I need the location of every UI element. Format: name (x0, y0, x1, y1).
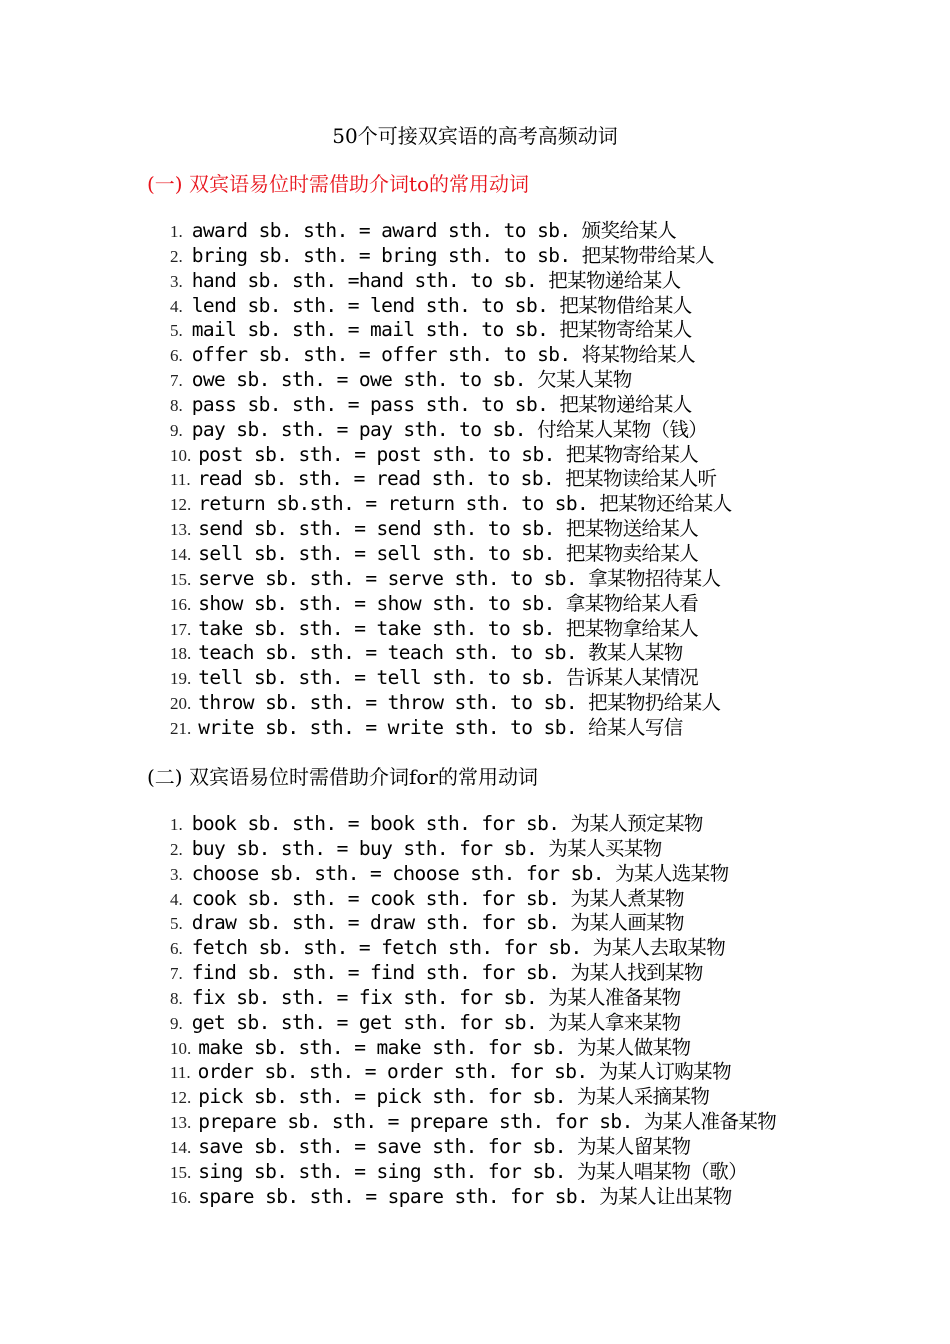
item-text: pay sb. sth. = pay sth. to sb. 付给某人某物（钱） (191, 417, 708, 441)
item-text: show sb. sth. = show sth. to sb. 拿某物给某人看 (198, 591, 699, 615)
item-number: 4. (170, 889, 183, 909)
item-text: lend sb. sth. = lend sth. to sb. 把某物借给某人 (191, 293, 692, 317)
list-item (170, 219, 732, 244)
list-item (170, 1085, 776, 1110)
item-number: 9. (170, 420, 183, 440)
item-number: 17. (170, 619, 192, 639)
list-item (170, 244, 732, 269)
item-number: 15. (170, 569, 192, 589)
item-number: 8. (170, 988, 183, 1008)
list-item (170, 467, 732, 492)
item-number: 9. (170, 1013, 183, 1033)
item-text: return sb.sth. = return sth. to sb. 把某物还给某人 (198, 492, 732, 516)
item-text: serve sb. sth. = serve sth. to sb. 拿某物招待某人 (198, 566, 721, 590)
list-item (170, 1011, 776, 1036)
list-item (170, 1110, 776, 1135)
list-item (170, 961, 776, 986)
item-number: 16. (170, 594, 192, 614)
item-text: pick sb. sth. = pick sth. for sb. 为某人采摘某物 (198, 1085, 710, 1109)
item-text: sell sb. sth. = sell sth. to sb. 把某物卖给某人 (198, 541, 699, 565)
list-item (170, 1185, 776, 1210)
list-item (170, 1135, 776, 1160)
list-item (170, 592, 732, 617)
item-number: 2. (170, 839, 183, 859)
item-text: sing sb. sth. = sing sth. for sb. 为某人唱某物（歌） (198, 1159, 748, 1183)
item-text: bring sb. sth. = bring sth. to sb. 把某物带给某人 (191, 243, 714, 267)
list-item (170, 911, 776, 936)
item-text: throw sb. sth. = throw sth. to sb. 把某物扔给某人 (198, 691, 721, 715)
item-text: find sb. sth. = find sth. for sb. 为某人找到某物 (191, 961, 703, 985)
item-text: read sb. sth. = read sth. to sb. 把某物读给某人听 (197, 467, 717, 491)
list-item (170, 887, 776, 912)
item-number: 7. (170, 964, 183, 984)
item-number: 12. (170, 1088, 192, 1108)
list-item (170, 368, 732, 393)
item-text: offer sb. sth. = offer sth. to sb. 将某物给某人 (191, 343, 696, 367)
list-item (170, 492, 732, 517)
item-text: buy sb. sth. = buy sth. for sb. 为某人买某物 (191, 836, 662, 860)
verb-list-for (170, 812, 776, 1210)
item-number: 5. (170, 321, 183, 341)
item-text: write sb. sth. = write sth. to sb. 给某人写信 (198, 715, 683, 739)
list-item (170, 986, 776, 1011)
item-number: 16. (170, 1187, 192, 1207)
list-item (170, 936, 776, 961)
list-item (170, 343, 732, 368)
item-text: order sb. sth. = order sth. for sb. 为某人订购某物 (197, 1060, 731, 1084)
item-text: send sb. sth. = send sth. to sb. 把某物送给某人 (198, 517, 699, 541)
item-number: 1. (170, 815, 183, 834)
list-item (170, 837, 776, 862)
item-number: 6. (170, 939, 183, 959)
item-text: fix sb. sth. = fix sth. for sb. 为某人准备某物 (191, 985, 681, 1009)
item-number: 11. (170, 1063, 191, 1083)
list-item (170, 542, 732, 567)
section-heading-for: (二) 双宾语易位时需借助介词for的常用动词 (147, 765, 538, 789)
list-item (170, 393, 732, 418)
item-text: teach sb. sth. = teach sth. to sb. 教某人某物 (198, 641, 683, 665)
item-text: post sb. sth. = post sth. to sb. 把某物寄给某人 (198, 442, 699, 466)
list-item (170, 666, 732, 691)
page-title: 50个可接双宾语的高考高频动词 (332, 124, 618, 148)
list-item (170, 517, 732, 542)
list-item (170, 1036, 776, 1061)
item-text: award sb. sth. = award sth. to sb. 颁奖给某人 (191, 219, 677, 242)
list-item (170, 1060, 776, 1085)
item-number: 13. (170, 1113, 192, 1133)
item-number: 12. (170, 495, 192, 515)
item-text: get sb. sth. = get sth. for sb. 为某人拿来某物 (191, 1010, 681, 1034)
item-text: save sb. sth. = save sth. for sb. 为某人留某物 (198, 1134, 691, 1158)
item-text: hand sb. sth. =hand sth. to sb. 把某物递给某人 (191, 268, 681, 292)
item-text: cook sb. sth. = cook sth. for sb. 为某人煮某物 (191, 886, 684, 910)
item-text: prepare sb. sth. = prepare sth. for sb. 为某人准备某物 (198, 1110, 777, 1134)
item-number: 3. (170, 271, 183, 291)
list-item (170, 418, 732, 443)
item-number: 10. (170, 1038, 192, 1058)
list-item (170, 812, 776, 837)
item-text: take sb. sth. = take sth. to sb. 把某物拿给某人 (198, 616, 699, 640)
list-item (170, 269, 732, 294)
list-item (170, 567, 732, 592)
list-item (170, 318, 732, 343)
item-text: tell sb. sth. = tell sth. to sb. 告诉某人某情况 (198, 666, 699, 690)
section-heading-to: (一) 双宾语易位时需借助介词to的常用动词 (147, 172, 530, 196)
item-number: 1. (170, 222, 183, 241)
list-item (170, 716, 732, 741)
item-number: 7. (170, 371, 183, 391)
item-number: 3. (170, 864, 183, 884)
item-text: draw sb. sth. = draw sth. for sb. 为某人画某物 (191, 911, 684, 935)
list-item (170, 443, 732, 468)
item-number: 15. (170, 1162, 192, 1182)
item-number: 5. (170, 914, 183, 934)
item-text: spare sb. sth. = spare sth. for sb. 为某人让出某物 (198, 1184, 732, 1208)
list-item (170, 691, 732, 716)
item-text: make sb. sth. = make sth. for sb. 为某人做某物 (198, 1035, 691, 1059)
list-item (170, 641, 732, 666)
item-number: 14. (170, 1137, 192, 1157)
item-number: 2. (170, 246, 183, 266)
item-number: 14. (170, 544, 192, 564)
list-item (170, 617, 732, 642)
verb-list-to (170, 219, 732, 741)
item-number: 11. (170, 470, 191, 490)
item-text: book sb. sth. = book sth. for sb. 为某人预定某物 (191, 812, 703, 835)
item-text: choose sb. sth. = choose sth. for sb. 为某人选某物 (191, 861, 729, 885)
item-number: 10. (170, 445, 192, 465)
item-number: 18. (170, 644, 192, 664)
item-number: 4. (170, 296, 183, 316)
item-text: owe sb. sth. = owe sth. to sb. 欠某人某物 (191, 368, 632, 392)
list-item (170, 294, 732, 319)
item-text: pass sb. sth. = pass sth. to sb. 把某物递给某人 (191, 392, 692, 416)
list-item (170, 1160, 776, 1185)
item-number: 19. (170, 669, 192, 689)
item-number: 8. (170, 395, 183, 415)
item-number: 6. (170, 346, 183, 366)
item-text: mail sb. sth. = mail sth. to sb. 把某物寄给某人 (191, 318, 692, 342)
list-item (170, 862, 776, 887)
item-number: 13. (170, 520, 192, 540)
item-number: 20. (170, 694, 192, 714)
item-number: 21. (170, 718, 192, 738)
item-text: fetch sb. sth. = fetch sth. for sb. 为某人去取某物 (191, 936, 726, 960)
